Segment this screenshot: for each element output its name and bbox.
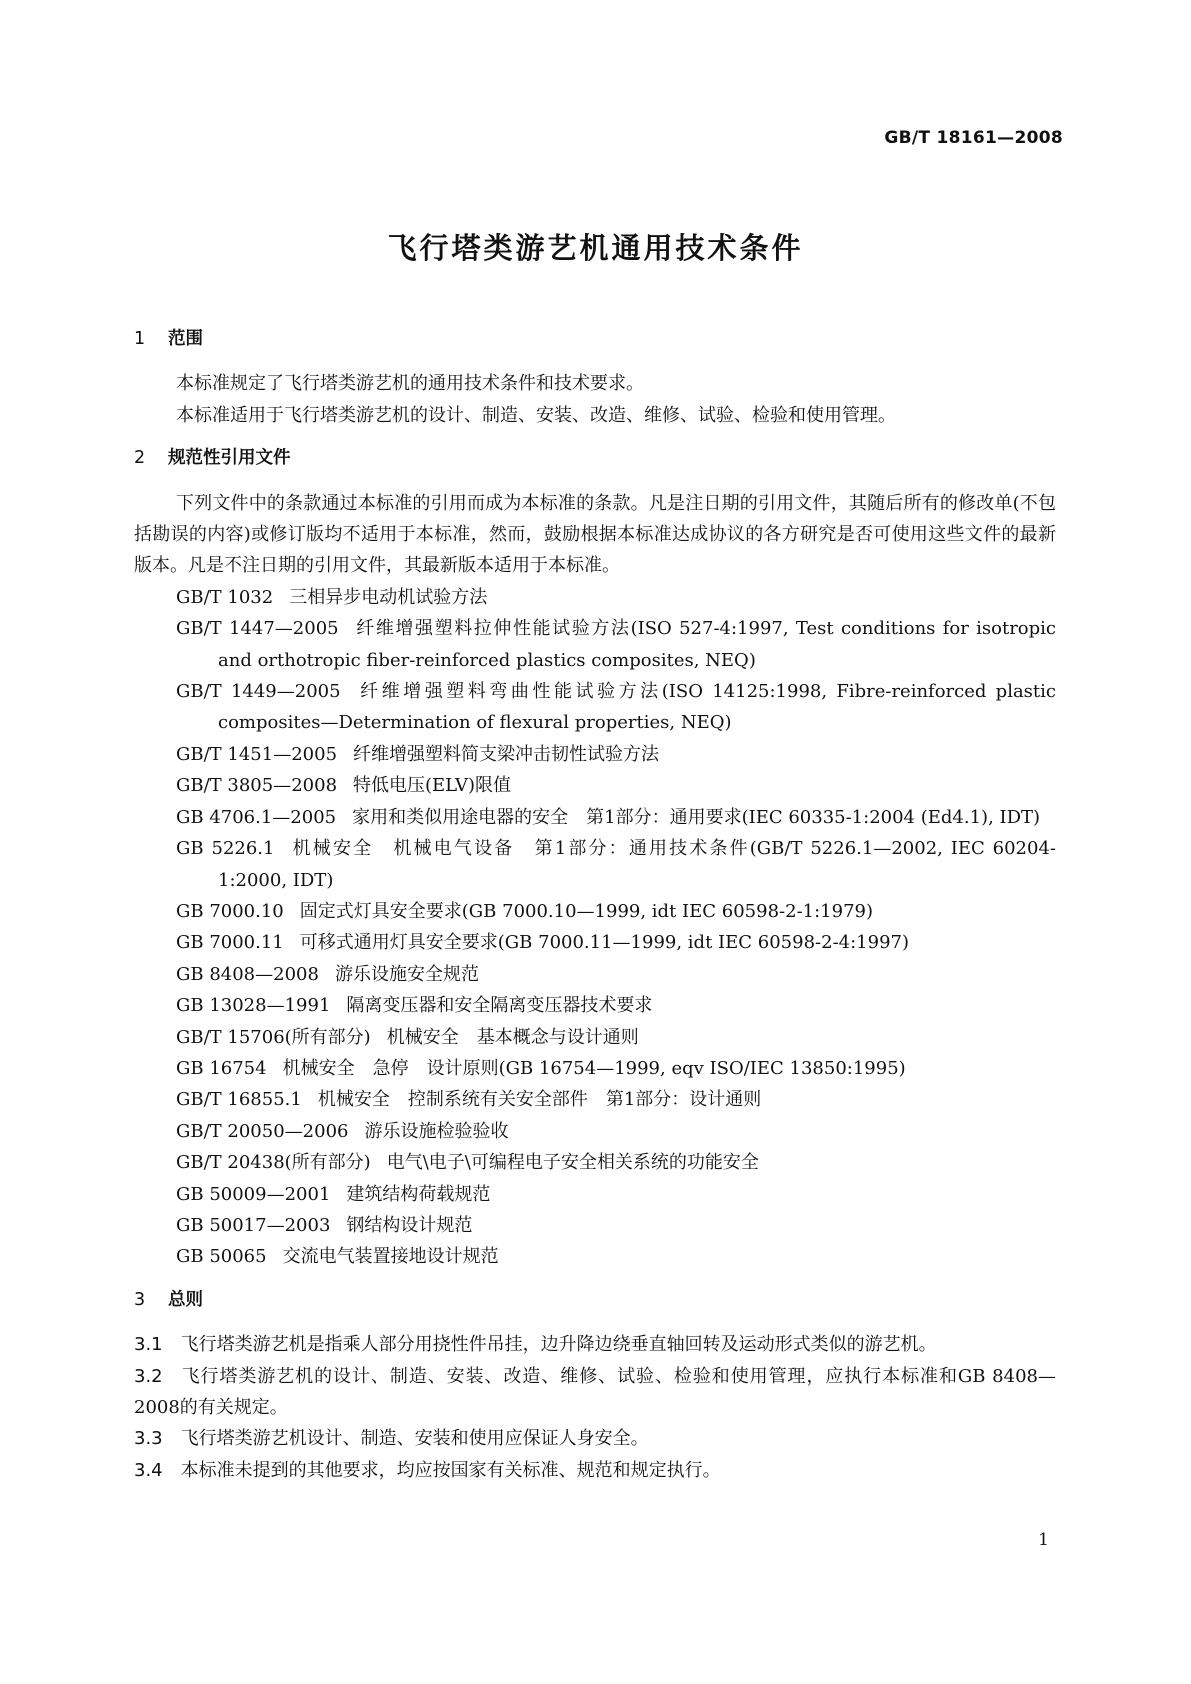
clause-number: 3.4 <box>134 1459 163 1481</box>
section-title: 总则 <box>168 1289 203 1310</box>
clause-text: 飞行塔类游艺机设计、制造、安装和使用应保证人身安全。 <box>180 1428 649 1450</box>
reference-code: GB/T 1447—2005 <box>176 618 339 640</box>
reference-title: 隔离变压器和安全隔离变压器技术要求 <box>346 995 653 1017</box>
document-body <box>134 324 1056 1486</box>
reference-code: GB 8408—2008 <box>176 963 319 985</box>
reference-title: 钢结构设计规范 <box>346 1214 473 1236</box>
reference-title: 机械安全 控制系统有关安全部件 第1部分：设计通则 <box>317 1089 762 1111</box>
reference-item <box>176 1053 1056 1084</box>
reference-code: GB 16754 <box>176 1057 267 1079</box>
reference-item <box>176 896 1056 927</box>
reference-code: GB 50017—2003 <box>176 1214 331 1236</box>
section-heading-general <box>134 1285 1056 1316</box>
clause-number: 3.2 <box>134 1365 163 1387</box>
reference-code: GB/T 20438(所有部分) <box>176 1152 371 1174</box>
reference-code: GB 4706.1—2005 <box>176 806 337 828</box>
reference-code: GB/T 16855.1 <box>176 1089 302 1111</box>
paragraph: 本标准规定了飞行塔类游艺机的通用技术条件和技术要求。 <box>176 373 644 395</box>
section-heading-normative-references <box>134 443 1056 474</box>
section-number: 3 <box>134 1289 146 1310</box>
clause-number: 3.1 <box>134 1334 163 1356</box>
reference-title: 特低电压(ELV)限值 <box>353 775 512 797</box>
reference-code: GB 13028—1991 <box>176 995 331 1017</box>
reference-item <box>176 770 1056 801</box>
reference-title: 三相异步电动机试验方法 <box>289 586 488 608</box>
reference-title: 机械安全 机械电气设备 第1部分：通用技术条件(GB/T 5226.1—2002, IEC 60204-1:2000, IDT) <box>218 838 1057 891</box>
section-heading-scope <box>134 324 1056 355</box>
reference-item <box>176 613 1056 676</box>
clause <box>134 1361 1056 1424</box>
reference-title: 纤维增强塑料弯曲性能试验方法(ISO 14125:1998, Fibre-reinforced plastic composites—Determination of flexural properties, NEQ) <box>218 681 1056 734</box>
reference-item <box>176 959 1056 990</box>
reference-item <box>176 927 1056 958</box>
clause <box>134 1423 1056 1454</box>
clause-text: 本标准未提到的其他要求，均应按国家有关标准、规范和规定执行。 <box>180 1459 721 1481</box>
section-title: 范围 <box>168 329 203 349</box>
document-code: GB/T 18161—2008 <box>884 128 1063 148</box>
reference-title: 固定式灯具安全要求(GB 7000.10—1999, idt IEC 60598-2-1:1979) <box>299 900 874 922</box>
paragraph: 下列文件中的条款通过本标准的引用而成为本标准的条款。凡是注日期的引用文件，其随后所有的修改单(不包括勘误的内容)或修订版均不适用于本标准，然而，鼓励根据本标准达成协议的各方研究是否可使用这些文件的最新版本。凡是不注日期的引用文件，其最新版本适用于本标准。 <box>134 492 1056 577</box>
reference-title: 家用和类似用途电器的安全 第1部分：通用要求(IEC 60335-1:2004 (Ed4.1), IDT) <box>352 806 1041 828</box>
reference-code: GB 7000.11 <box>176 932 284 954</box>
reference-code: GB/T 1449—2005 <box>176 681 341 703</box>
clause-text: 飞行塔类游艺机的设计、制造、安装、改造、维修、试验、检验和使用管理，应执行本标准和GB 8408—2008的有关规定。 <box>134 1365 1056 1418</box>
reference-title: 交流电气装置接地设计规范 <box>282 1246 499 1268</box>
section-title: 规范性引用文件 <box>168 448 291 469</box>
section-number: 2 <box>134 448 146 469</box>
reference-code: GB/T 1451—2005 <box>176 743 338 765</box>
reference-code: GB/T 15706(所有部分) <box>176 1026 371 1048</box>
clause-text: 飞行塔类游艺机是指乘人部分用挠性件吊挂，边升降边绕垂直轴回转及运动形式类似的游艺机。 <box>180 1334 937 1356</box>
reference-item <box>176 1210 1056 1241</box>
reference-title: 机械安全 基本概念与设计通则 <box>386 1026 639 1048</box>
reference-title: 机械安全 急停 设计原则(GB 16754—1999, eqv ISO/IEC 13850:1995) <box>282 1057 906 1079</box>
section-number: 1 <box>134 329 146 349</box>
reference-item <box>176 582 1056 613</box>
reference-title: 游乐设施安全规范 <box>334 963 479 985</box>
reference-item <box>176 802 1056 833</box>
page-number: 1 <box>1038 1530 1049 1550</box>
paragraph: 本标准适用于飞行塔类游艺机的设计、制造、安装、改造、维修、试验、检验和使用管理。 <box>176 404 896 426</box>
reference-item <box>176 676 1056 739</box>
reference-code: GB/T 1032 <box>176 586 274 608</box>
clause <box>134 1455 1056 1486</box>
reference-list <box>134 582 1056 1273</box>
reference-item <box>176 990 1056 1021</box>
reference-title: 纤维增强塑料简支梁冲击韧性试验方法 <box>353 743 660 765</box>
reference-code: GB 5226.1 <box>176 838 275 860</box>
reference-item <box>176 1179 1056 1210</box>
reference-item <box>176 1147 1056 1178</box>
reference-item <box>176 1241 1056 1272</box>
clause-number: 3.3 <box>134 1428 163 1450</box>
reference-item <box>176 1022 1056 1053</box>
reference-title: 电气\电子\可编程电子安全相关系统的功能安全 <box>386 1152 759 1174</box>
reference-title: 建筑结构荷载规范 <box>346 1183 491 1205</box>
reference-code: GB 7000.10 <box>176 900 284 922</box>
reference-code: GB/T 3805—2008 <box>176 775 338 797</box>
reference-code: GB 50009—2001 <box>176 1183 331 1205</box>
reference-title: 游乐设施检验验收 <box>364 1120 509 1142</box>
reference-code: GB/T 20050—2006 <box>176 1120 349 1142</box>
reference-item <box>176 1116 1056 1147</box>
reference-title: 纤维增强塑料拉伸性能试验方法(ISO 527-4:1997, Test conditions for isotropic and orthotropic fiber-reinforced plastics composites, NEQ) <box>218 618 1057 671</box>
document-title: 飞行塔类游艺机通用技术条件 <box>387 231 804 265</box>
reference-title: 可移式通用灯具安全要求(GB 7000.11—1999, idt IEC 60598-2-4:1997) <box>299 932 910 954</box>
reference-item <box>176 739 1056 770</box>
reference-item <box>176 833 1056 896</box>
clause <box>134 1329 1056 1360</box>
reference-code: GB 50065 <box>176 1246 267 1268</box>
reference-item <box>176 1084 1056 1115</box>
